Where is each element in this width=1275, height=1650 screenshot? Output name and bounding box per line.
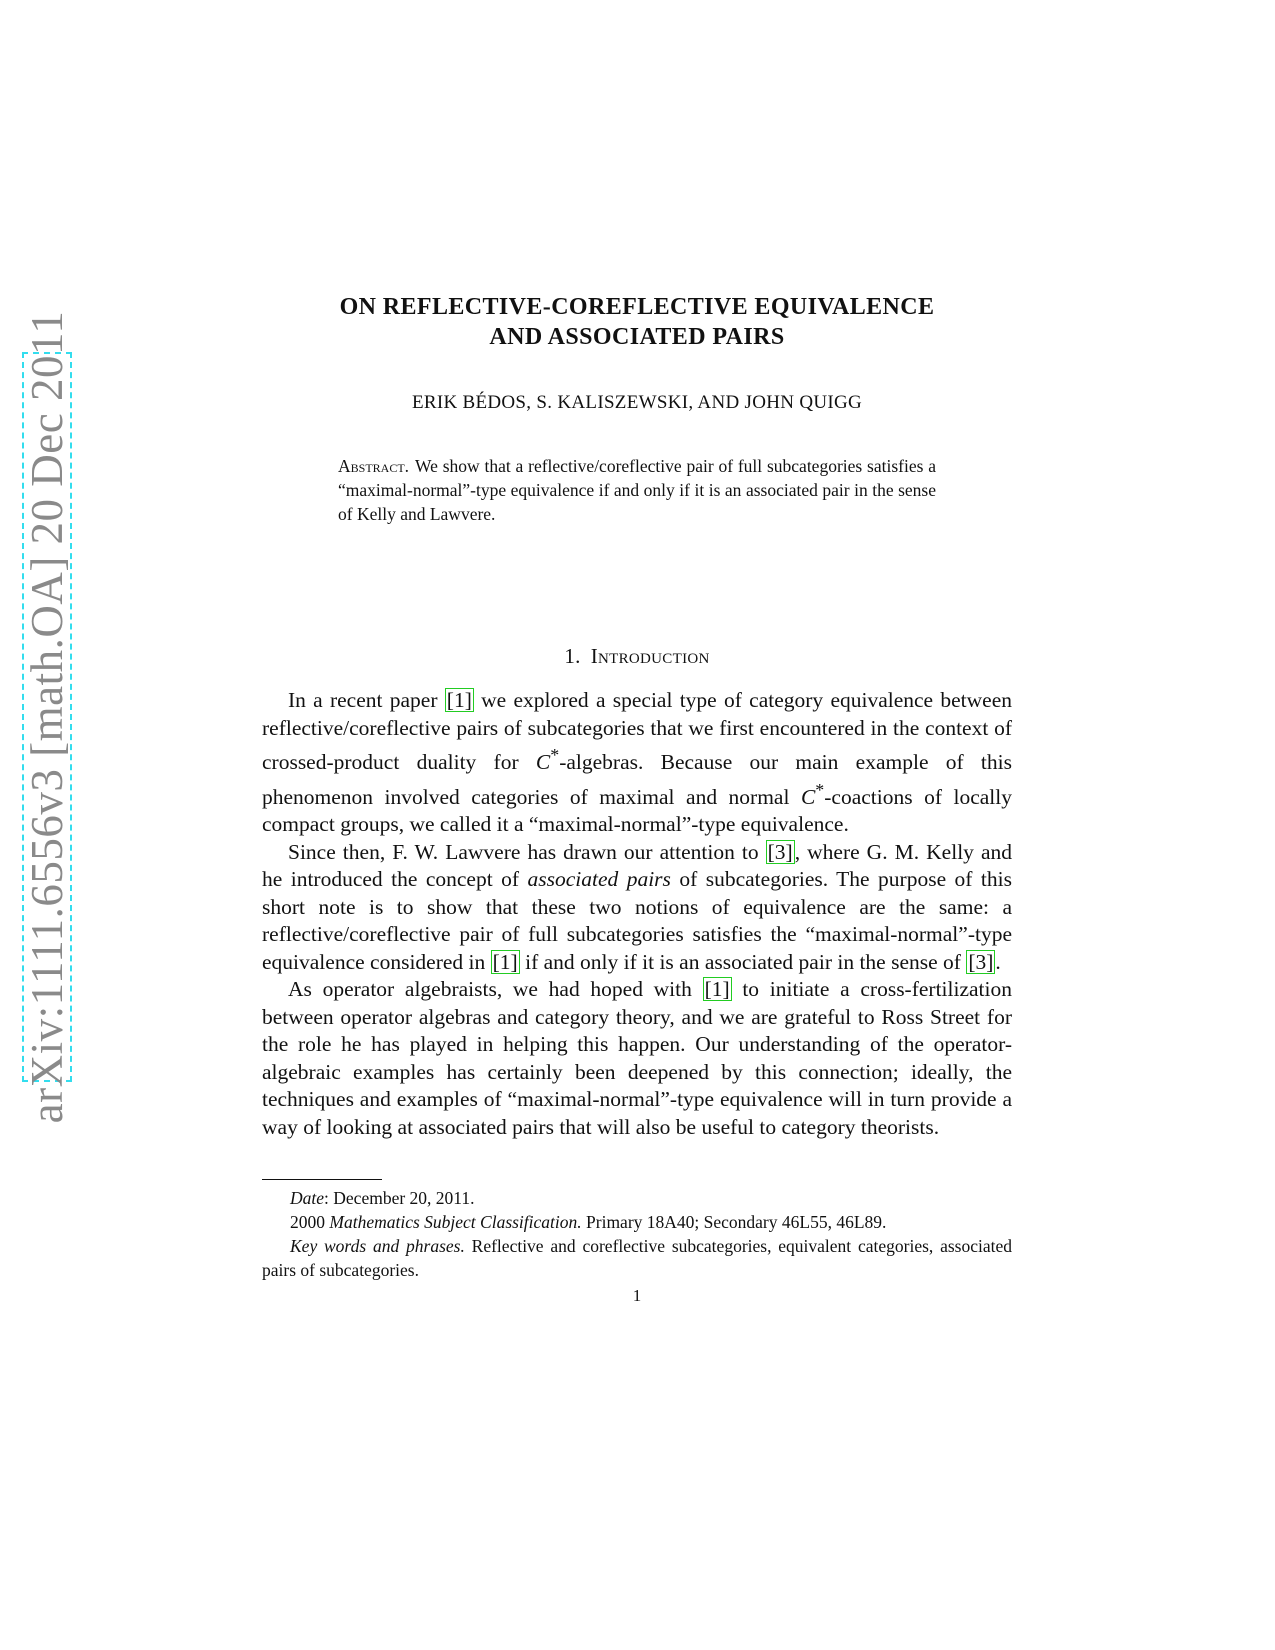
text-run: , where G. M. Kelly and he introduced the concept of [262,839,1012,892]
arxiv-stamp-text: arXiv:1111.6556v3 [math.OA] 20 Dec 2011 [22,310,72,1124]
text-run: As operator algebraists, we had hoped with [288,977,703,1002]
text-run: . [995,949,1001,974]
abstract-label: Abstract. [338,456,410,476]
date-value: : December 20, 2011. [324,1188,475,1209]
text-run: if and only if it is an associated pair in the sense of [519,949,967,974]
footnote-keywords [262,1234,1012,1282]
msc-label: Mathematics Subject Classification. [329,1212,582,1233]
keywords-label: Key words and phrases. [290,1236,465,1257]
date-label: Date [290,1188,325,1209]
paper-page [262,292,1012,1306]
citation-link-3[interactable]: [3] [767,839,793,864]
paragraph-1 [262,687,1012,839]
title-line-1: ON REFLECTIVE-COREFLECTIVE EQUIVALENCE [339,294,935,320]
text-run: of subcategories. The purpose of this short note is to show that these two notions of equivalence are the same: a reflective/coreflective pair of full subcategories satisfies the “maximal-normal”-type equivalence considered in [262,867,1012,974]
title-line-2: AND ASSOCIATED PAIRS [489,324,785,350]
paragraph-2 [262,839,1012,977]
section-heading [262,644,1012,669]
section-number: 1. [564,644,581,668]
page-number: 1 [632,1286,642,1306]
msc-value: Primary 18A40; Secondary 46L55, 46L89. [581,1212,887,1233]
section-body [262,687,1012,1141]
text-run: -coactions of locally compact groups, we called it a “maximal-normal”-type equivalence. [262,784,1012,837]
footnotes [262,1179,1012,1282]
section-title: Introduction [590,644,710,668]
math-c-star: C [535,750,551,775]
math-c-star: C [800,784,816,809]
footnote-rule [262,1179,382,1180]
paragraph-3 [262,976,1012,1141]
math-star: * [815,779,825,800]
text-run: In a recent paper [288,688,445,712]
text-run: -algebras. Because our main example of this phenomenon involved categories of maximal and normal [262,750,1012,809]
citation-link-1[interactable]: [1] [446,688,472,712]
footnote-date [262,1186,1012,1210]
emphasis-associated-pairs: associated pairs [527,867,671,892]
citation-link-1[interactable]: [1] [704,977,730,1002]
arxiv-identifier-stamp [22,310,72,1124]
footnote-msc [262,1210,1012,1234]
paper-title [262,292,1012,352]
text-run: we explored a special type of category equivalence between reflective/coreflective pairs of subcategories that we first encountered in the context of crossed-product duality for [262,688,1012,775]
text-run: Since then, F. W. Lawvere has drawn our attention to [288,839,766,864]
text-run: to initiate a cross-fertilization between operator algebras and category theory, and we are grateful to Ross Street for the role he has played in helping this happen. Our understanding of the operator-algebraic examples has certainly been deepened by this connection; ideally, the techniques and examples of “maximal-normal”-type equivalence will in turn provide a way of looking at associated pairs that will also be useful to category theorists. [262,977,1013,1139]
abstract-text: We show that a reflective/coreflective pair of full subcategories satisfies a “maximal-normal”-type equivalence if and only if it is an associated pair in the sense of Kelly and Lawvere. [338,456,936,524]
msc-year: 2000 [290,1212,330,1233]
author-list: ERIK BÉDOS, S. KALISZEWSKI, AND JOHN QUIGG [411,392,863,413]
keywords-value: Reflective and coreflective subcategories, equivalent categories, associated pairs of subcategories. [262,1236,1012,1281]
abstract [338,454,936,526]
citation-link-1[interactable]: [1] [492,949,518,974]
math-star: * [550,745,560,765]
citation-link-3[interactable]: [3] [968,949,994,974]
